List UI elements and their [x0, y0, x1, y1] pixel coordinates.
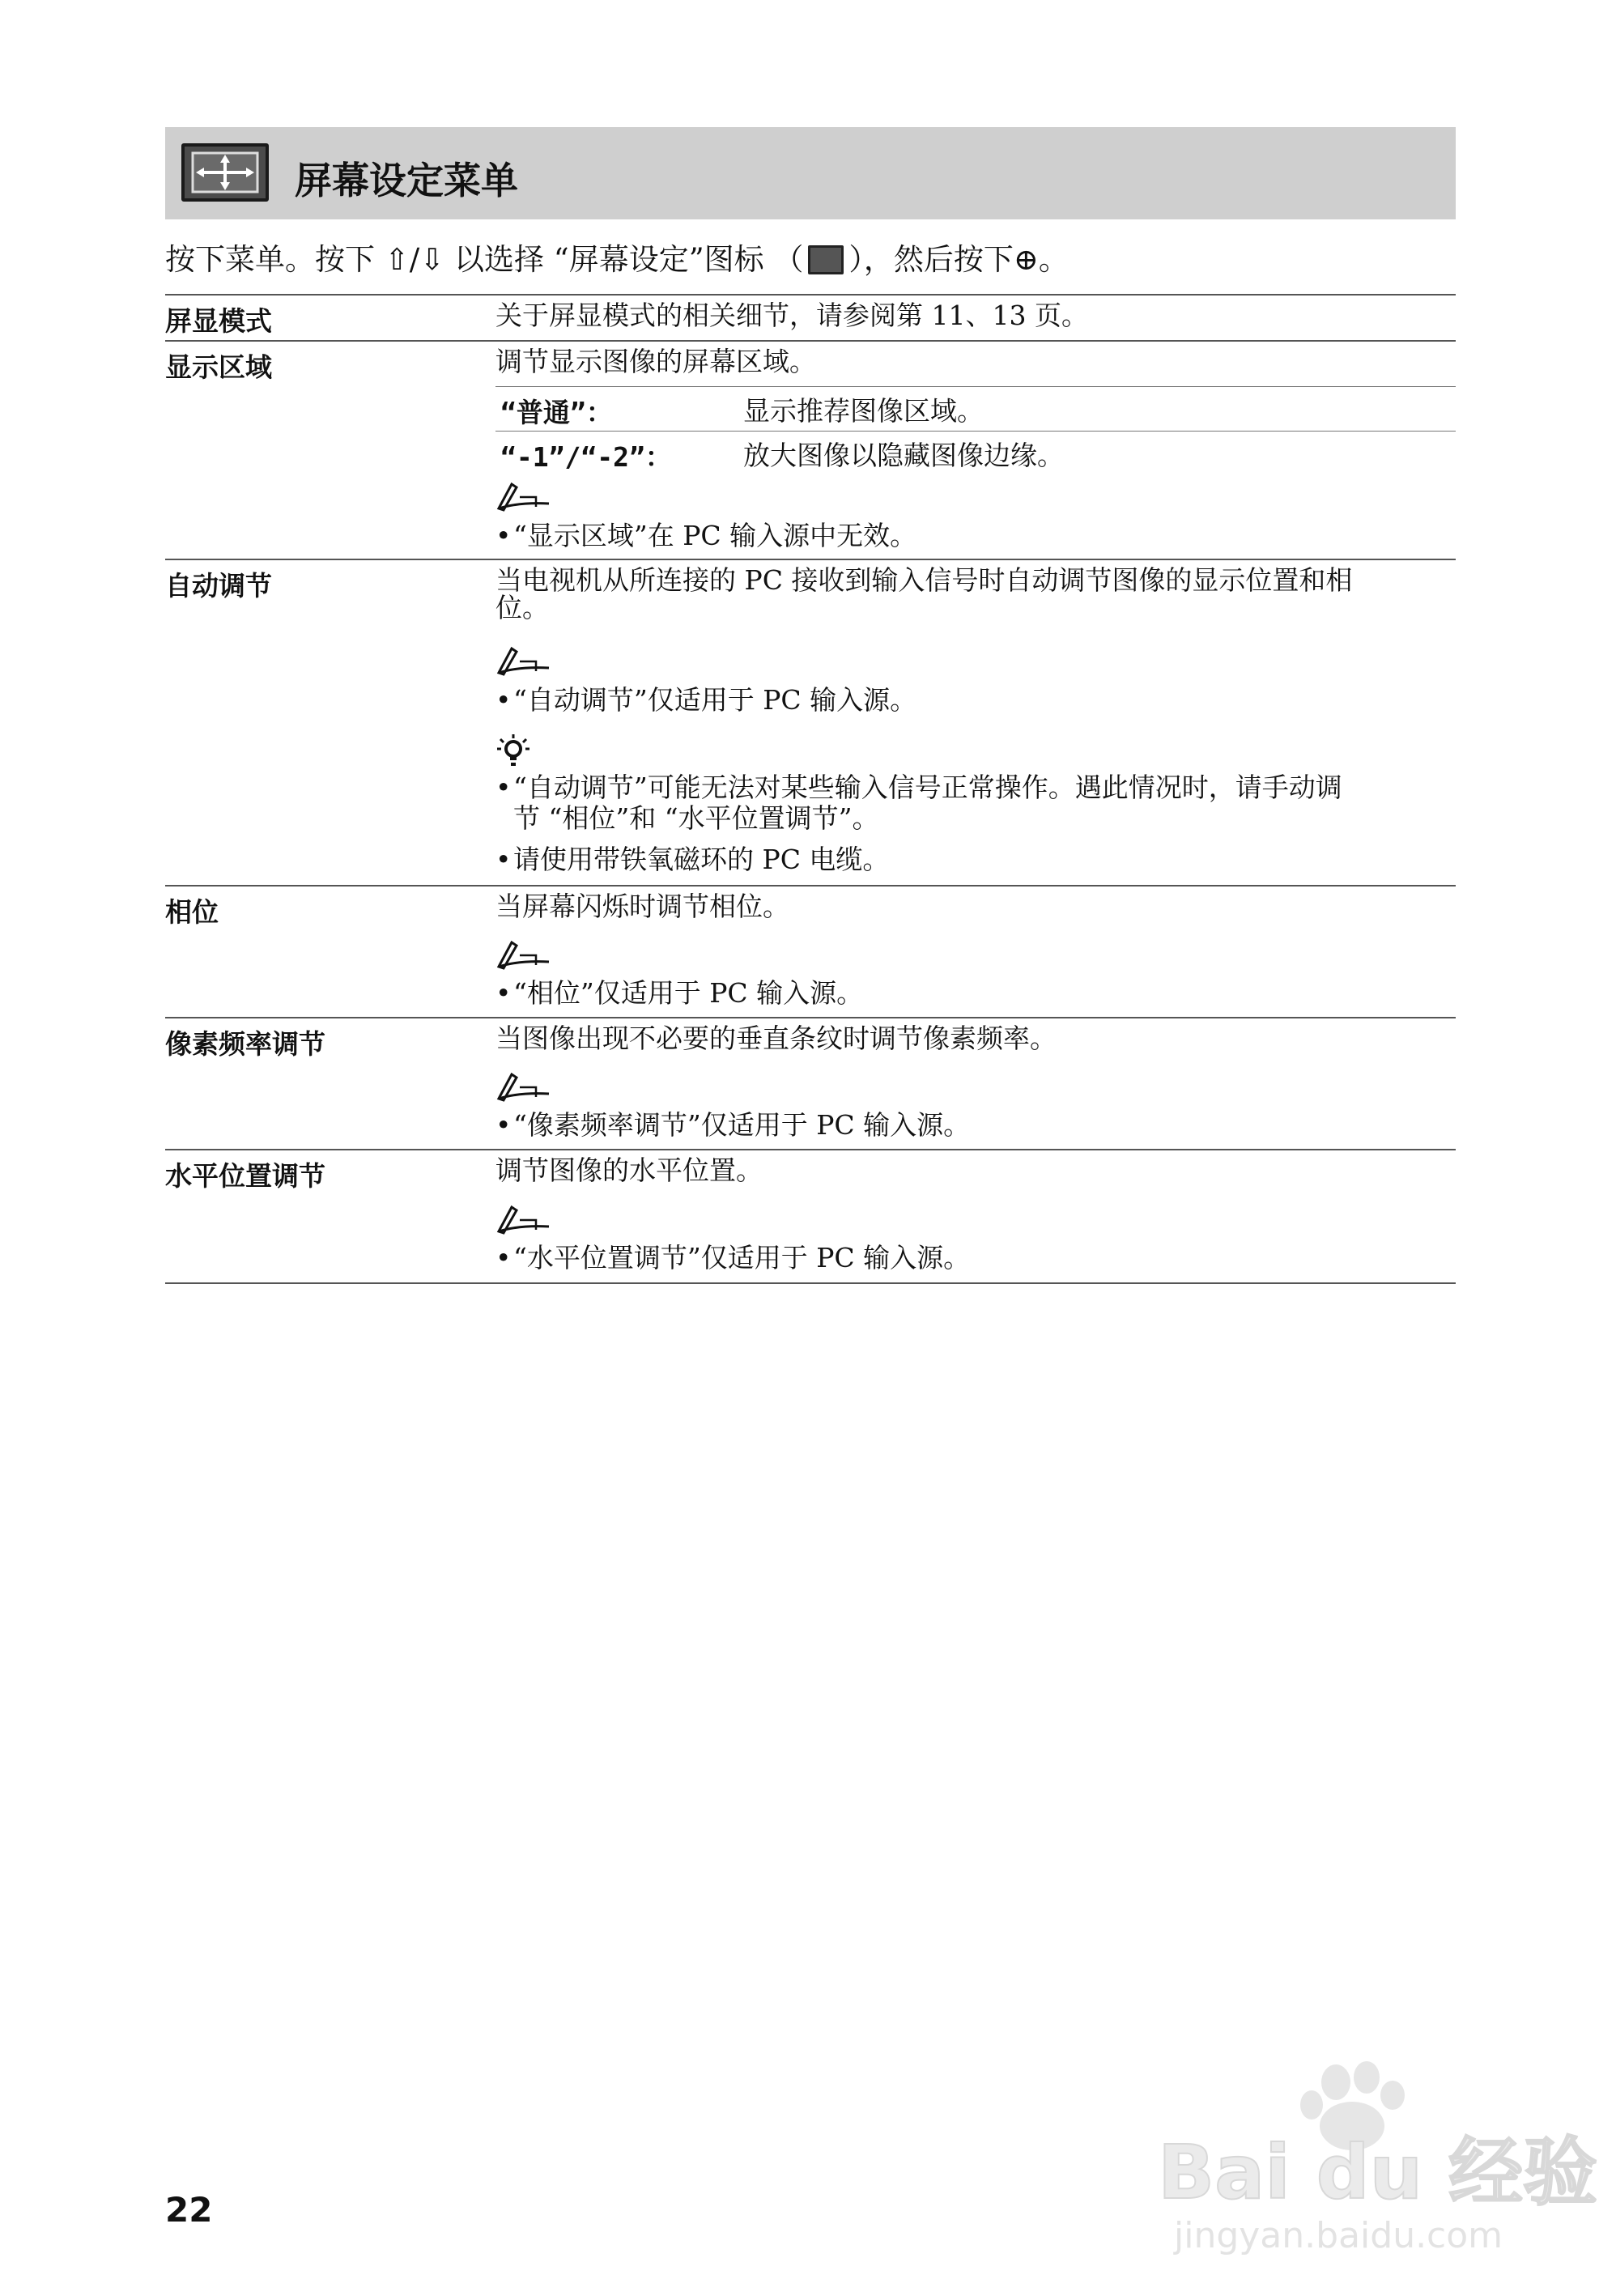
table-rule: [165, 885, 1456, 887]
table-subrule: [495, 431, 1456, 432]
note-pencil-icon: [495, 1202, 552, 1235]
desc-horizontal-position: 调节图像的水平位置。: [495, 1154, 763, 1186]
bullet: •: [495, 520, 512, 551]
table-rule: [165, 1282, 1456, 1284]
desc-pixel-frequency: 当图像出现不必要的垂直条纹时调节像素频率。: [495, 1023, 1057, 1054]
note-text: “像素频率调节”仅适用于 PC 输入源。: [513, 1109, 971, 1141]
note-text: “自动调节”仅适用于 PC 输入源。: [513, 684, 917, 716]
bullet: •: [495, 684, 512, 716]
tip-text: 请使用带铁氧磁环的 PC 电缆。: [513, 844, 890, 875]
table-rule: [165, 294, 1456, 296]
desc-phase: 当屏幕闪烁时调节相位。: [495, 891, 789, 922]
screen-settings-icon: [181, 143, 269, 202]
note-horizontal-position: [495, 1240, 1451, 1276]
intro-instruction: [165, 235, 1456, 278]
note-pencil-icon: [495, 479, 552, 512]
page-title: 屏幕设定菜单: [295, 159, 518, 202]
page-number: 22: [165, 2190, 213, 2230]
note-text: “相位”仅适用于 PC 输入源。: [513, 977, 864, 1009]
option-zoom-desc: 放大图像以隐藏图像边缘。: [743, 440, 1064, 471]
baidu-paw-logo-icon: [1150, 2056, 1598, 2259]
tip-text: 节 “相位”和 “水平位置调节”。: [513, 802, 879, 834]
term-horizontal-position: 水平位置调节: [165, 1160, 325, 1192]
bullet: •: [495, 844, 512, 875]
desc-osd-mode: 关于屏显模式的相关细节，请参阅第 11、13 页。: [495, 300, 1088, 331]
watermark-brand: Bai du 经验: [1158, 2129, 1598, 2216]
up-down-arrow-icon: ⇧/⇩: [384, 242, 445, 277]
intro-text-4: 。: [1038, 242, 1069, 277]
baidu-watermark: [1150, 2056, 1598, 2259]
intro-text-1: 按下菜单。按下: [165, 242, 375, 277]
intro-text-3: ），然后按下: [848, 242, 1014, 277]
desc-auto-adjust: [495, 563, 1451, 626]
bullet: •: [495, 1242, 512, 1273]
bullet: •: [495, 772, 512, 803]
note-pencil-icon: [495, 1069, 552, 1102]
note-phase: [495, 976, 1451, 1011]
watermark-url: jingyan.baidu.com: [1174, 2215, 1503, 2256]
tip-text: “自动调节”可能无法对某些输入信号正常操作。遇此情况时，请手动调: [513, 772, 1342, 803]
table-rule: [165, 1017, 1456, 1018]
note-pencil-icon: [495, 644, 552, 676]
table-subrule: [495, 386, 1456, 387]
term-display-area: 显示区域: [165, 351, 272, 383]
note-pencil-icon: [495, 938, 552, 970]
term-osd-mode: 屏显模式: [165, 305, 272, 337]
tip-auto-adjust-2: [495, 842, 1451, 878]
bullet: •: [495, 1109, 512, 1141]
note-text: “水平位置调节”仅适用于 PC 输入源。: [513, 1242, 971, 1273]
option-normal-term: “普通”：: [500, 397, 613, 428]
section-header: [165, 127, 1456, 219]
option-normal-desc: 显示推荐图像区域。: [743, 395, 984, 427]
table-rule: [165, 559, 1456, 560]
note-pixel-frequency: [495, 1108, 1451, 1143]
enter-button-icon: ⊕: [1013, 242, 1039, 277]
bullet: •: [495, 977, 512, 1009]
tip-lightbulb-icon: [495, 733, 531, 770]
tip-auto-adjust-1: [495, 770, 1451, 836]
note-display-area: [495, 518, 1451, 554]
desc-display-area: 调节显示图像的屏幕区域。: [495, 346, 816, 377]
screen-settings-inline-icon: [808, 245, 844, 274]
term-pixel-frequency: 像素频率调节: [165, 1028, 325, 1060]
desc-line: 位。: [495, 592, 549, 623]
term-phase: 相位: [165, 896, 219, 928]
table-rule: [165, 340, 1456, 342]
term-auto-adjust: 自动调节: [165, 570, 272, 602]
intro-text-2: 以选择 “屏幕设定”图标 （: [454, 242, 804, 277]
table-rule: [165, 1149, 1456, 1150]
note-auto-adjust: [495, 682, 1451, 718]
note-text: “显示区域”在 PC 输入源中无效。: [513, 520, 917, 551]
option-zoom-term: “-1”/“-2”：: [500, 441, 672, 473]
desc-line: 当电视机从所连接的 PC 接收到输入信号时自动调节图像的显示位置和相: [495, 564, 1353, 596]
